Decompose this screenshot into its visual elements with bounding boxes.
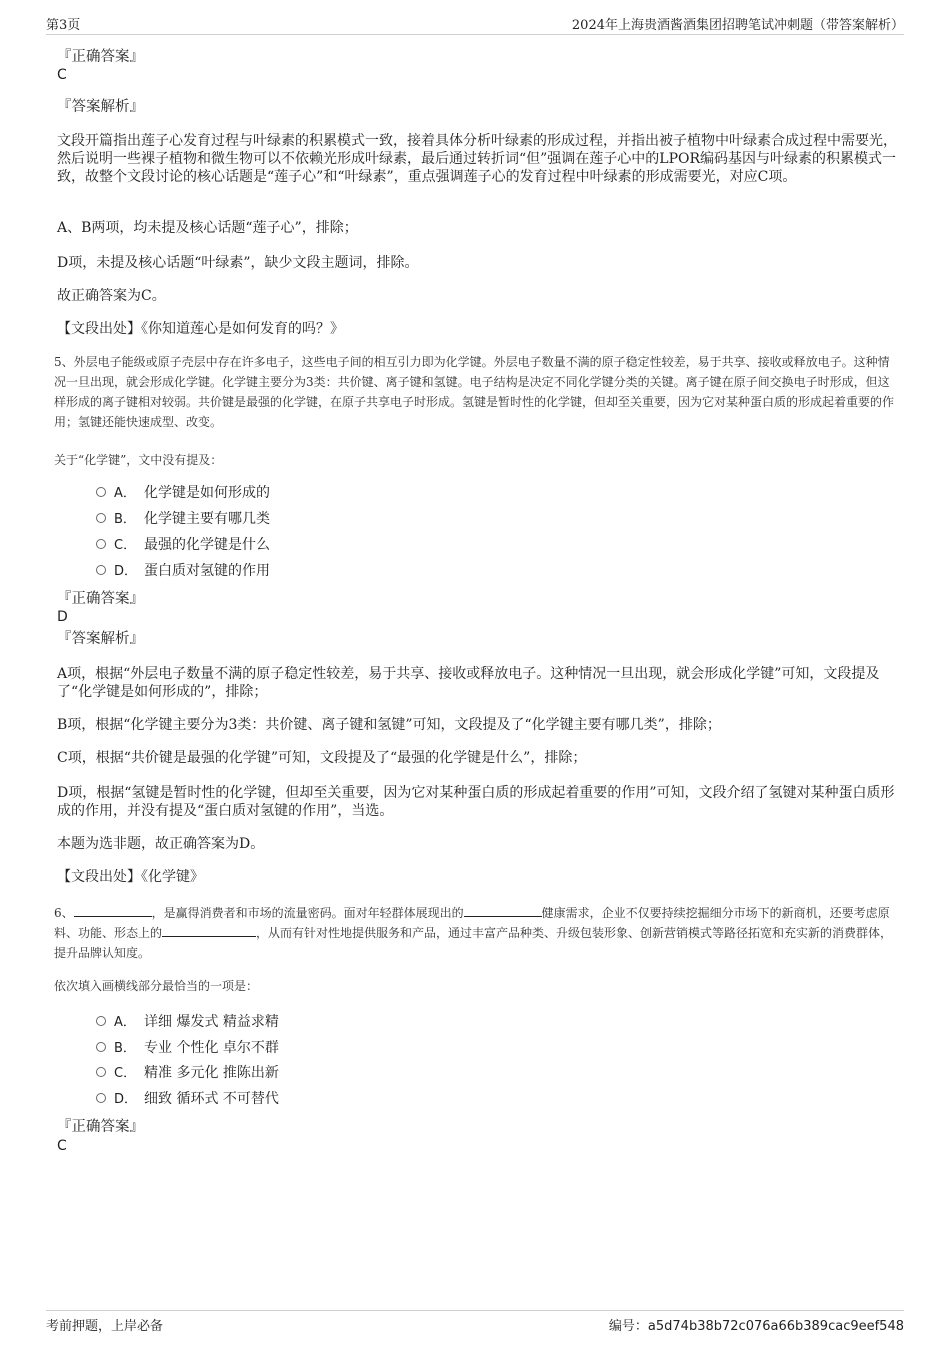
analysis-paragraph: B项，根据“化学键主要分为3类：共价键、离子键和氢键”可知，文段提及了“化学键主要有哪几类”，排除；: [57, 717, 721, 733]
footer-slogan: 考前押题，上岸必备: [46, 1319, 164, 1334]
blank-3: [162, 924, 256, 937]
radio-icon[interactable]: [96, 1016, 106, 1026]
analysis-paragraph: 本题为选非题，故正确答案为D。: [57, 836, 265, 852]
question-prompt: 依次填入画横线部分最恰当的一项是：: [54, 979, 259, 993]
question-prompt: 关于“化学键”，文中没有提及：: [54, 453, 223, 467]
document-code: 编号：a5d74b38b72c076a66b389cac9eef548: [608, 1319, 904, 1334]
radio-icon[interactable]: [96, 513, 106, 523]
analysis-label: 『答案解析』: [57, 631, 144, 647]
answer-label: 『正确答案』: [57, 591, 144, 607]
option-a[interactable]: A． 详细 爆发式 精益求精: [96, 1012, 279, 1032]
radio-icon[interactable]: [96, 1042, 106, 1052]
radio-icon[interactable]: [96, 1093, 106, 1103]
radio-icon[interactable]: [96, 487, 106, 497]
answer-value: D: [57, 609, 68, 625]
blank-2: [464, 904, 542, 917]
page-header: [46, 14, 904, 35]
question-stem: 6、 ，是赢得消费者和市场的流量密码。面对年轻群体展现出的 健康需求，企业不仅要持续挖掘细分市场下的新商机，还要考虑原料、功能、形态上的 ，从而有针对性地提供服务和产品，通过丰富产品种类、升级包装形象、创新营销模式等路径拓宽和充实新的消费群体，提升品牌认知度。: [54, 906, 893, 960]
radio-icon[interactable]: [96, 539, 106, 549]
blank-1: [74, 904, 152, 917]
analysis-label: 『答案解析』: [57, 99, 144, 115]
option-c[interactable]: C． 最强的化学键是什么: [96, 535, 270, 555]
radio-icon[interactable]: [96, 1067, 106, 1077]
document-title: 2024年上海贵酒酱酒集团招聘笔试冲刺题（带答案解析）: [571, 18, 904, 33]
answer-value: C: [57, 1138, 67, 1154]
source-citation: 【文段出处】《化学键》: [57, 869, 204, 885]
page-number: 第3页: [46, 18, 81, 33]
analysis-paragraph: D项，未提及核心话题“叶绿素”，缺少文段主题词，排除。: [57, 255, 419, 271]
page-footer: [46, 1310, 904, 1339]
analysis-paragraph: 文段开篇指出莲子心发育过程与叶绿素的积累模式一致，接着具体分析叶绿素的形成过程，并指出被子植物中叶绿素合成过程中需要光，然后说明一些裸子植物和微生物可以不依赖光形成叶绿素，最后通过转折词“但”强调在莲子心中的LPOR编码基因与叶绿素的积累模式一致，故整个文段讨论的核心话题是“莲子心”和“叶绿素”，重点强调莲子心的发育过程中叶绿素的形成需要光，对应C项。: [57, 133, 897, 185]
analysis-paragraph: A项，根据“外层电子数量不满的原子稳定性较差，易于共享、接收或释放电子。这种情况一旦出现，就会形成化学键”可知，文段提及了“化学键是如何形成的”，排除；: [57, 666, 880, 700]
option-d[interactable]: D． 细致 循环式 不可替代: [96, 1089, 279, 1109]
question-number: 6、: [54, 906, 74, 920]
option-c[interactable]: C． 精准 多元化 推陈出新: [96, 1063, 279, 1083]
answer-label: 『正确答案』: [57, 1119, 144, 1135]
analysis-paragraph: 故正确答案为C。: [57, 288, 166, 304]
option-b[interactable]: B． 化学键主要有哪几类: [96, 509, 270, 529]
option-a[interactable]: A． 化学键是如何形成的: [96, 483, 270, 503]
analysis-paragraph: A、B两项，均未提及核心话题“莲子心”，排除；: [57, 220, 358, 236]
radio-icon[interactable]: [96, 565, 106, 575]
answer-label: 『正确答案』: [57, 49, 144, 65]
answer-value: C: [57, 67, 67, 83]
option-b[interactable]: B． 专业 个性化 卓尔不群: [96, 1038, 279, 1058]
option-d[interactable]: D． 蛋白质对氢键的作用: [96, 561, 270, 581]
analysis-paragraph: D项，根据“氢键是暂时性的化学键，但却至关重要，因为它对某种蛋白质的形成起着重要的作用”可知，文段介绍了氢键对某种蛋白质形成的作用，并没有提及“蛋白质对氢键的作用”，当选。: [57, 785, 895, 819]
analysis-paragraph: C项，根据“共价键是最强的化学键”可知，文段提及了“最强的化学键是什么”，排除；: [57, 750, 587, 766]
source-citation: 【文段出处】《你知道莲心是如何发育的吗？》: [57, 321, 344, 337]
question-stem: 5、外层电子能级或原子壳层中存在许多电子，这些电子间的相互引力即为化学键。外层电子数量不满的原子稳定性较差，易于共享、接收或释放电子。这种情况一旦出现，就会形成化学键。化学键主要分为3类：共价键、离子键和氢键。电子结构是决定不同化学键分类的关键。离子键在原子间交换电子时形成，但这样形成的离子键相对较弱。共价键是最强的化学键，在原子共享电子时形成。氢键是暂时性的化学键，但却至关重要，因为它对某种蛋白质的形成起着重要的作用；氢键还能快速成型、改变。: [54, 355, 895, 429]
